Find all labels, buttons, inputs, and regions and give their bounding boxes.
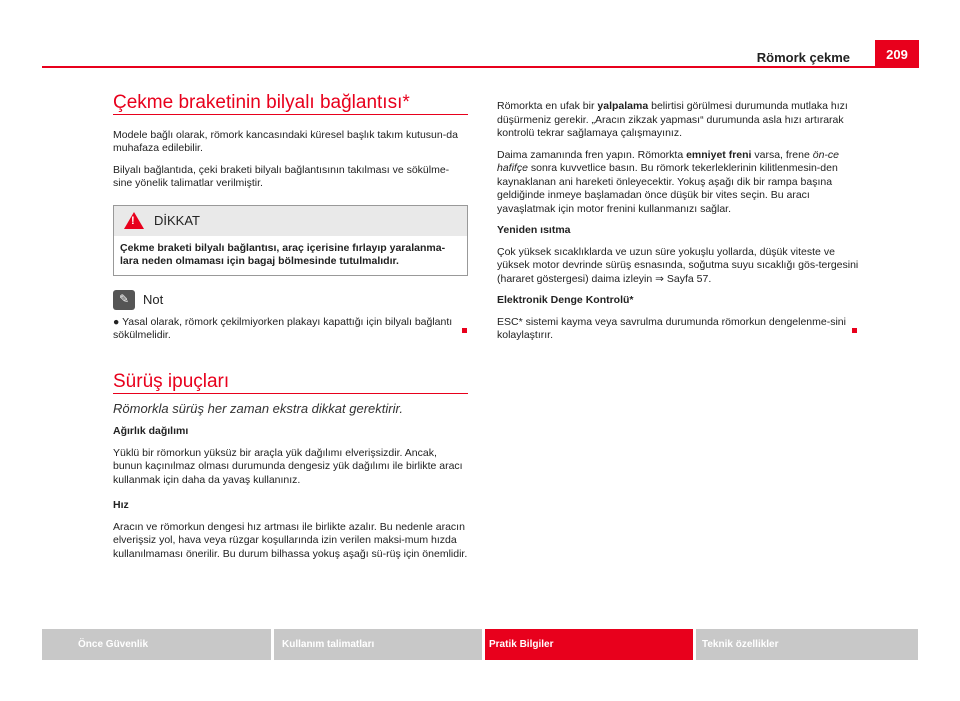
subheading-esc: Elektronik Denge Kontrolü*: [497, 294, 634, 306]
paragraph: ESC* sistemi kayma veya savrulma durumunda römorkun dengelenme-sini kolaylaştırır.: [497, 315, 846, 341]
left-column-driving: [113, 371, 468, 569]
left-column: [113, 92, 468, 351]
note-header: [113, 290, 468, 310]
text-run-bold: yalpalama: [597, 100, 649, 112]
warning-text: Çekme braketi bilyalı bağlantısı, araç içerisine fırlayıp yaralanma-lara neden olmaması için bagaj bölmesinde tutulmalıdır.: [120, 241, 446, 267]
section-title-wrap: [113, 371, 468, 394]
running-header-title: Römork çekme: [756, 50, 850, 65]
section-subtitle: Römorkla sürüş her zaman ekstra dikkat gerektirir.: [113, 400, 403, 416]
text-run: Römorkta en ufak bir: [497, 100, 598, 112]
footer-tab-label: Kullanım talimatları: [282, 639, 375, 650]
text-run: sonra kuvvetlice basın. Bu römork tekerleklerinin kilitlenmesin-den kaynaklanan ani hareketi önleyecektir. Yokuş aşağı dik bir rampa başına geldiğinde inmeye başlamadan önce düşük bir vites seçin. Bu aracı yavaşlatmak için motor frenini kullanmanızı sağlar.: [497, 162, 838, 215]
note-icon: ✎: [113, 290, 135, 310]
text-run: varsa, frene: [751, 148, 813, 161]
footer-tab-safety[interactable]: [42, 629, 271, 660]
note-title: Not: [143, 291, 164, 307]
text-run-bold: emniyet freni: [686, 148, 752, 161]
paragraph: Çok yüksek sıcaklıklarda ve uzun süre yokuşlu yollarda, düşük viteste ve yüksek motor devrinde sürüş esnasında, soğutma suyu sıcaklığı gös-tergesini (hararet göstergesi) daima izleyin ⇒ Sayfa 57.: [497, 245, 859, 285]
section-title-driving: Sürüş ipuçları: [113, 371, 230, 392]
paragraph: Yüklü bir römorkun yüksüz bir araçla yük dağılımı elverişsizdir. Ancak, bunun kaçınılmaz olması durumunda dengesiz yük dağılımı ile birlikte aracı kullanmak için daha da yavaş kullanınız.: [113, 446, 463, 486]
warning-triangle-icon: !: [124, 212, 144, 229]
paragraph-sway: [497, 100, 861, 141]
paragraph-brakes: [497, 149, 861, 217]
warning-title: DİKKAT: [154, 212, 200, 228]
warning-header: [114, 206, 467, 236]
paragraph: Modele bağlı olarak, römork kancasındaki küresel başlık takım kutusun-da muhafaza edilebilir.: [113, 128, 458, 154]
section-end-marker: [852, 328, 857, 333]
footer-tab-technical[interactable]: [696, 629, 918, 660]
text-run-italic: ön-ce hafifçe: [497, 148, 839, 174]
subheading-speed: Hız: [113, 499, 129, 511]
section-title-towbar: Çekme braketinin bilyalı bağlantısı*: [113, 92, 410, 113]
text-run: Daima zamanında fren yapın. Römorkta: [497, 148, 687, 161]
paragraph: Bilyalı bağlantıda, çeki braketi bilyalı bağlantısının takılması ve sökülme-sine yönelik talimatlar verilmiştir.: [113, 163, 450, 189]
section-title-wrap: [113, 92, 468, 115]
footer-tab-operation[interactable]: [274, 629, 482, 660]
right-column: [497, 100, 861, 351]
note-text: ● Yasal olarak, römork çekilmiyorken plakayı kapattığı için bilyalı bağlantı sökülmelidir.: [113, 315, 453, 341]
paragraph: Aracın ve römorkun dengesi hız artması ile birlikte azalır. Bu nedenle aracın elverişsiz yol, hava veya rüzgar koşullarında izin verilen maksi-mum hızda kullanılmaması önerilir. Bu durum bilhassa yokuş aşağı sü-rüş için önemlidir.: [113, 520, 468, 560]
subheading-weight: Ağırlık dağılımı: [113, 425, 189, 437]
header-rule: [42, 66, 918, 68]
footer-tab-label: Önce Güvenlik: [78, 639, 149, 650]
footer-tab-label: Teknik özellikler: [702, 639, 779, 650]
subheading-overheat: Yeniden ısıtma: [497, 224, 571, 236]
warning-box: [113, 205, 468, 276]
footer-tab-label: Pratik Bilgiler: [489, 639, 554, 650]
text-run: belirtisi görülmesi durumunda mutlaka hızı düşürmeniz gerekir. „Aracın zikzak yapması“ durumunda asla hızı artırarak kontrolü tekrar sağlamaya çalışmayınız.: [497, 100, 848, 139]
section-end-marker: [462, 328, 467, 333]
page-number-badge: 209: [875, 40, 919, 68]
footer-tab-practical[interactable]: [485, 629, 693, 660]
